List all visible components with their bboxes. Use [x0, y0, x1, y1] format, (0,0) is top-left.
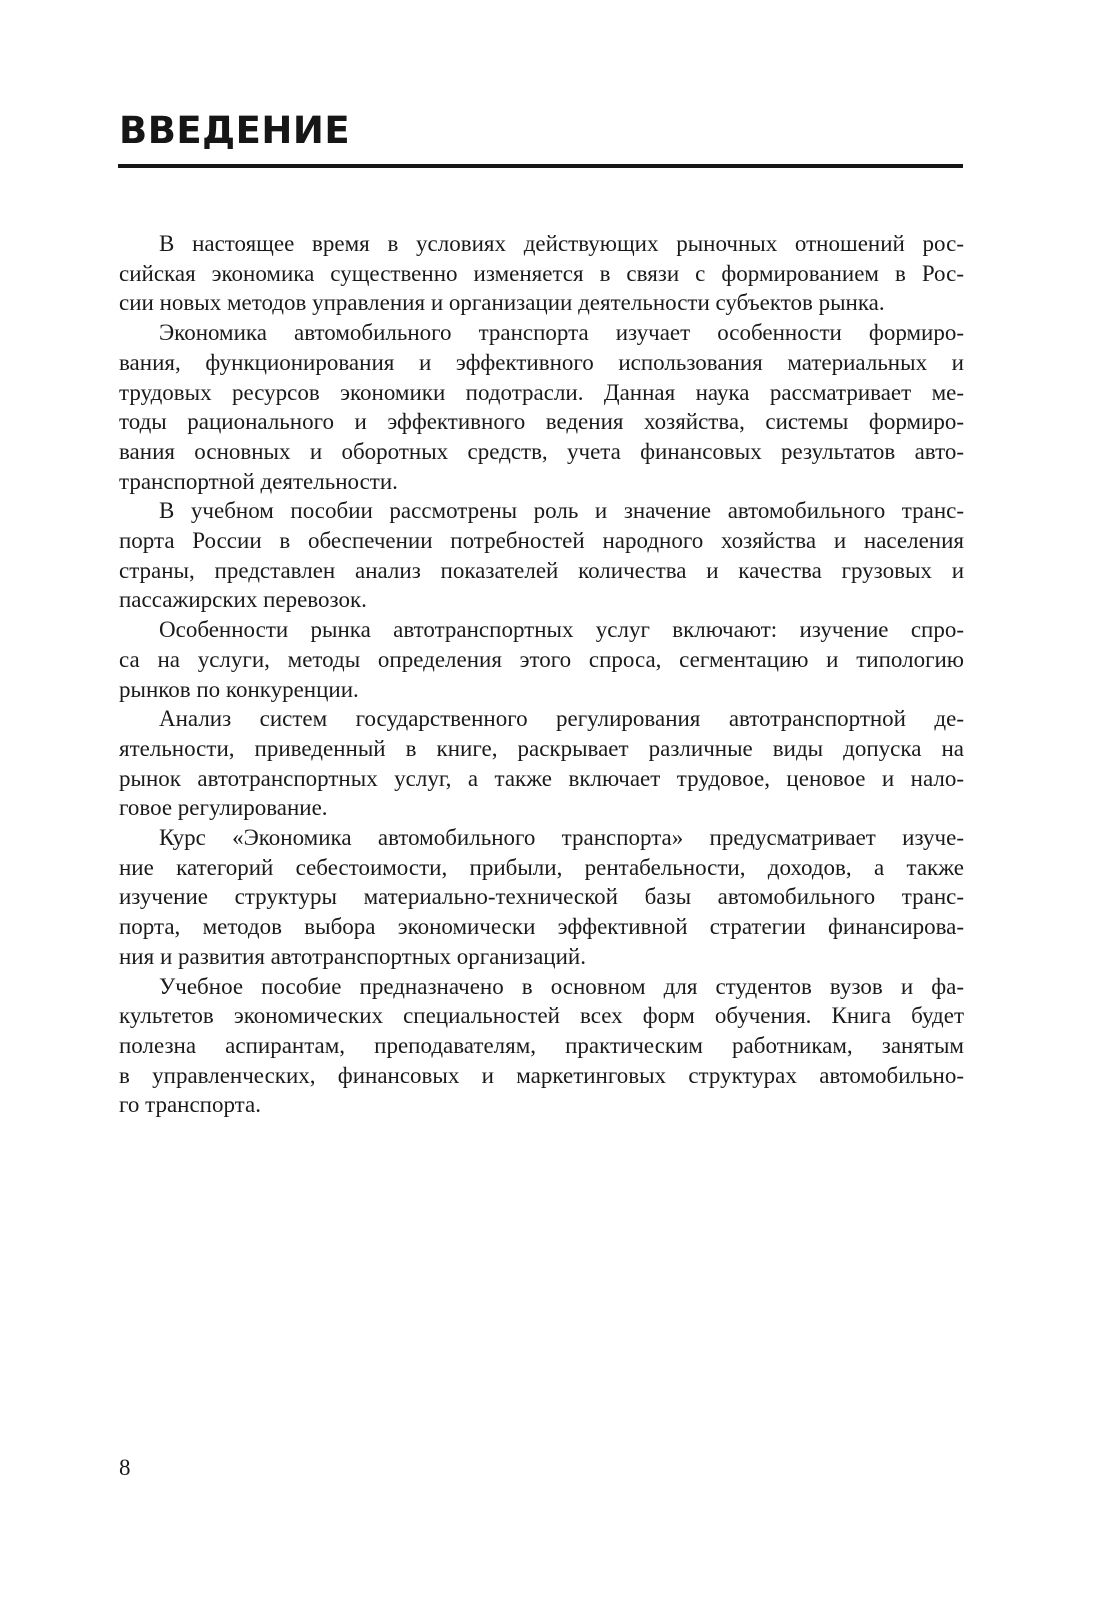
- text-line: страны, представлен анализ показателей количества и качества грузовых и: [119, 557, 964, 583]
- paragraph: [119, 615, 964, 704]
- text-line: В настоящее время в условиях действующих рыночных отношений рос-: [159, 231, 964, 256]
- text-line: Особенности рынка автотранспортных услуг включают: изучение спро-: [159, 617, 964, 643]
- text-line: вания, функционирования и эффективного использования материальных и: [119, 349, 964, 375]
- text-line: полезна аспирантам, преподавателям, практическим работникам, занятым: [119, 1032, 964, 1058]
- text-line: са на услуги, методы определения этого спроса, сегментацию и типологию: [119, 646, 964, 672]
- paragraph: [119, 229, 964, 318]
- text-line: сийская экономика существенно изменяется в связи с формированием в Рос-: [119, 260, 964, 286]
- text-line: в управленческих, финансовых и маркетинговых структурах автомобильно-: [119, 1062, 964, 1088]
- text-line: ния и развития автотранспортных организаций.: [119, 943, 586, 969]
- text-line: пассажирских перевозок.: [119, 587, 367, 613]
- chapter-heading: ВВЕДЕНИЕ: [119, 109, 351, 152]
- text-line: В учебном пособии рассмотрены роль и значение автомобильного транс-: [159, 498, 964, 524]
- paragraph: [119, 318, 964, 496]
- text-line: транспортной деятельности.: [119, 468, 398, 494]
- text-line: говое регулирование.: [119, 795, 328, 821]
- text-line: рынков по конкуренции.: [119, 676, 359, 702]
- text-line: Анализ систем государственного регулирования автотранспортной де-: [159, 706, 964, 732]
- text-line: го транспорта.: [119, 1092, 261, 1118]
- text-line: порта России в обеспечении потребностей народного хозяйства и населения: [119, 528, 964, 554]
- body-text: [119, 229, 964, 1120]
- text-line: изучение структуры материально-технической базы автомобильного транс-: [119, 884, 964, 910]
- text-line: трудовых ресурсов экономики подотрасли. Данная наука рассматривает ме-: [119, 379, 964, 405]
- paragraph: [119, 972, 964, 1121]
- text-line: Курс «Экономика автомобильного транспорта» предусматривает изуче-: [159, 825, 964, 851]
- paragraph: [119, 704, 964, 823]
- text-line: рынок автотранспортных услуг, а также включает трудовое, ценовое и нало-: [119, 765, 964, 791]
- paragraph: [119, 496, 964, 615]
- paragraph: [119, 823, 964, 972]
- text-line: культетов экономических специальностей всех форм обучения. Книга будет: [119, 1003, 964, 1029]
- text-line: порта, методов выбора экономически эффективной стратегии финансирова-: [119, 914, 964, 940]
- text-line: вания основных и оборотных средств, учета финансовых результатов авто-: [119, 438, 964, 464]
- heading-underline: [118, 164, 963, 168]
- text-line: сии новых методов управления и организации деятельности субъектов рынка.: [119, 290, 885, 316]
- page-number: 8: [119, 1455, 131, 1480]
- text-line: ятельности, приведенный в книге, раскрывает различные виды допуска на: [119, 735, 964, 761]
- text-line: тоды рационального и эффективного ведения хозяйства, системы формиро-: [119, 409, 964, 435]
- text-line: Учебное пособие предназначено в основном для студентов вузов и фа-: [159, 973, 964, 999]
- text-line: ние категорий себестоимости, прибыли, рентабельности, доходов, а также: [119, 854, 964, 880]
- text-line: Экономика автомобильного транспорта изучает особенности формиро-: [159, 320, 964, 346]
